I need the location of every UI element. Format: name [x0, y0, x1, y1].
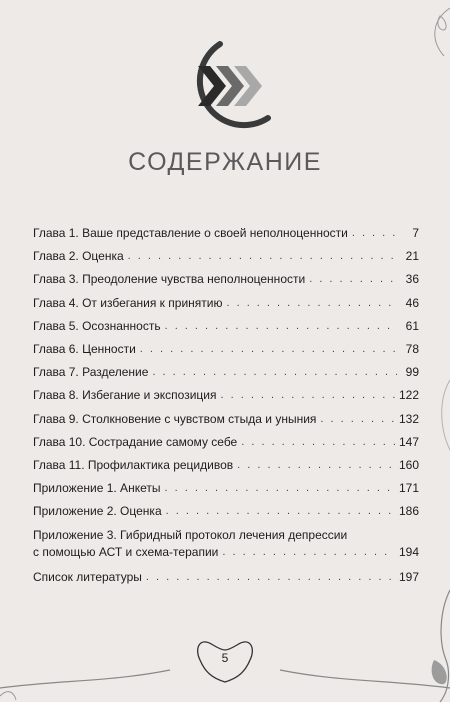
dot-leader	[320, 412, 395, 427]
page-number: 5	[221, 651, 229, 665]
show-through-text	[190, 174, 421, 208]
dot-leader	[241, 435, 395, 450]
toc-entry-title: Приложение 1. Анкеты	[33, 481, 161, 496]
chevron-circle-logo-icon	[160, 36, 290, 136]
toc-entry-page: 197	[398, 569, 419, 584]
dot-leader	[166, 504, 395, 519]
toc-entry-title: Глава 6. Ценности	[33, 341, 136, 356]
toc-entry-title-line1: Приложение 3. Гибридный протокол лечения депрессии	[33, 528, 348, 543]
dot-leader	[165, 319, 397, 334]
dot-leader	[222, 544, 395, 561]
toc-entry-page: 78	[405, 341, 419, 356]
toc-entry-title: Приложение 2. Оценка	[33, 504, 162, 519]
toc-entry-title: Глава 11. Профилактика рецидивов	[33, 457, 234, 472]
page-title: СОДЕРЖАНИЕ	[128, 148, 322, 176]
toc-entry-title: Глава 2. Оценка	[33, 249, 124, 264]
toc-entry[interactable]	[33, 272, 419, 287]
dot-leader	[352, 226, 397, 241]
toc-entry-bibliography[interactable]	[33, 570, 419, 585]
toc-entry-page: 61	[405, 318, 419, 333]
toc-entry-page: 99	[405, 365, 419, 380]
dot-leader	[226, 296, 397, 311]
toc-entry-title-line2: с помощью АСТ и схема-терапии	[33, 545, 219, 560]
toc-entry-page: 122	[398, 388, 419, 403]
toc-entry-page: 160	[398, 457, 419, 472]
toc-entry-page: 36	[405, 272, 419, 287]
toc-entry-title: Глава 8. Избегание и экспозиция	[33, 388, 217, 403]
dot-leader	[309, 272, 397, 287]
toc-entry-title: Глава 7. Разделение	[33, 365, 149, 380]
toc-entry-page: 147	[398, 434, 419, 449]
toc-entry-page: 186	[398, 504, 419, 519]
toc-entry-page: 194	[398, 545, 419, 560]
toc-entry[interactable]	[33, 342, 419, 357]
toc-entry-page: 132	[398, 411, 419, 426]
toc-entry-title: Список литературы	[33, 569, 142, 584]
toc-entry-title: Глава 3. Преодоление чувства неполноценности	[33, 272, 306, 287]
toc-entry-page: 46	[405, 295, 419, 310]
dot-leader	[146, 570, 395, 585]
toc-entry-page: 7	[412, 226, 419, 240]
dot-leader	[237, 458, 395, 473]
toc-entry[interactable]	[33, 412, 419, 427]
toc-entry[interactable]	[33, 296, 419, 311]
toc-entry-page: 171	[398, 481, 419, 496]
table-of-contents	[33, 226, 419, 593]
toc-entry-page: 21	[405, 249, 419, 264]
dot-leader	[128, 249, 397, 264]
dot-leader	[140, 342, 397, 357]
dot-leader	[164, 481, 394, 496]
toc-entry-title: Глава 5. Осознанность	[33, 318, 161, 333]
toc-entry[interactable]	[33, 504, 419, 519]
floral-ornament-right-icon	[410, 0, 450, 702]
toc-entry[interactable]	[33, 481, 419, 496]
dot-leader	[220, 388, 394, 403]
toc-entry[interactable]	[33, 249, 419, 264]
toc-entry[interactable]	[33, 458, 419, 473]
toc-entry-title: Глава 10. Сострадание самому себе	[33, 434, 238, 449]
toc-entry[interactable]	[33, 319, 419, 334]
toc-entry[interactable]	[33, 365, 419, 380]
toc-entry-title: Глава 1. Ваше представление о своей неполноценности	[33, 226, 348, 240]
toc-entry-title: Глава 9. Столкновение с чувством стыда и уныния	[33, 411, 317, 426]
toc-entry[interactable]	[33, 388, 419, 403]
toc-entry-title: Глава 4. От избегания к принятию	[33, 295, 223, 310]
toc-entry-appendix-3[interactable]	[33, 527, 419, 561]
toc-entry[interactable]	[33, 226, 419, 241]
dot-leader	[152, 365, 397, 380]
toc-entry[interactable]	[33, 435, 419, 450]
